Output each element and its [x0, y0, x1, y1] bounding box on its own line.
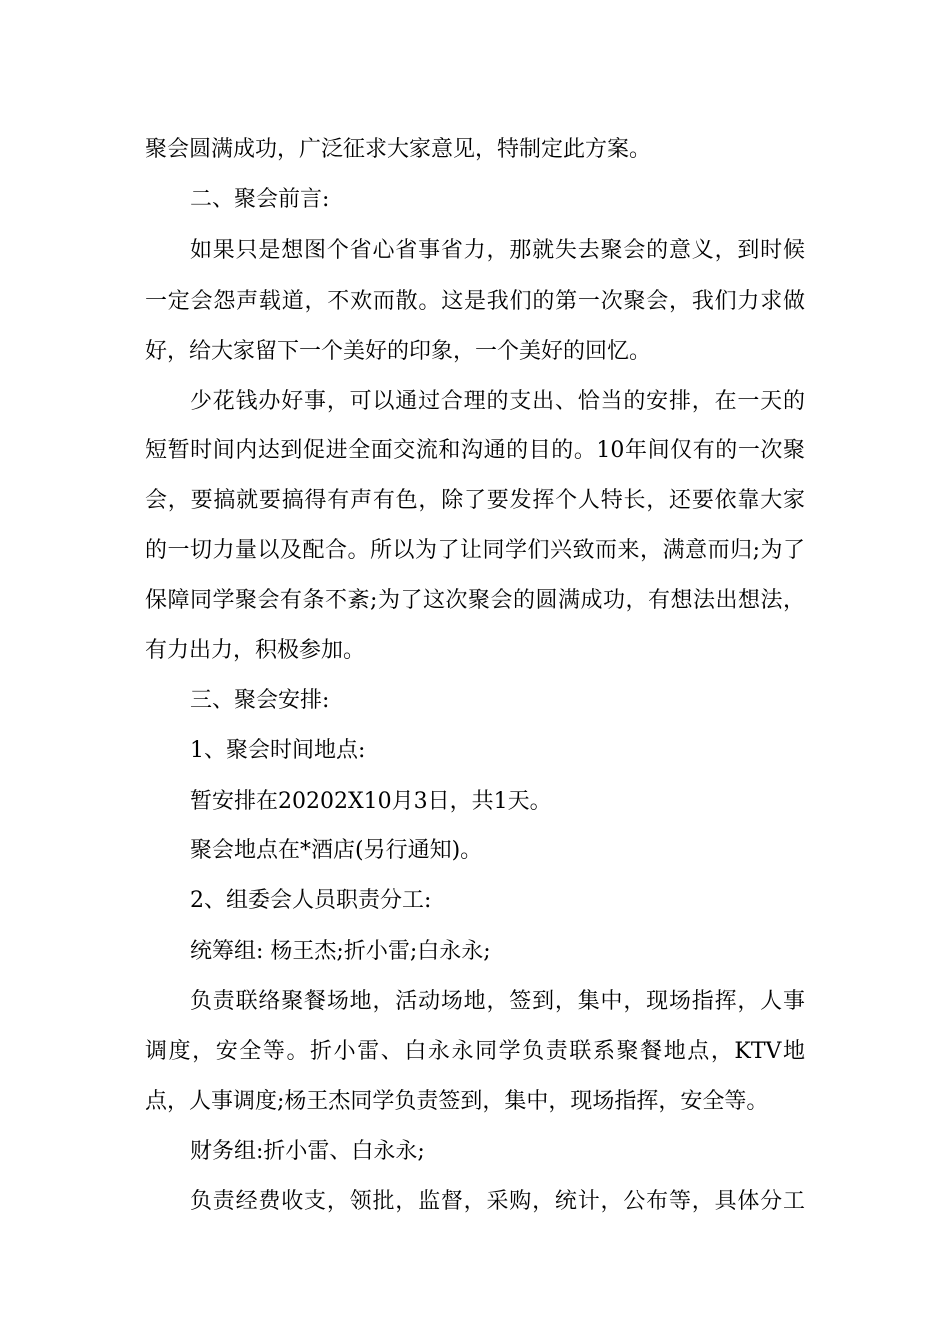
text-line: 调度，安全等。折小雷、白永永同学负责联系聚餐地点，KTV地 — [145, 1039, 805, 1064]
section-heading: 三、聚会安排: — [190, 688, 330, 713]
text-line: 的一切力量以及配合。所以为了让同学们兴致而来，满意而归;为了 — [145, 538, 805, 563]
subsection-heading: 2、组委会人员职责分工: — [190, 888, 432, 913]
text-line: 短暂时间内达到促进全面交流和沟通的目的。10年间仅有的一次聚 — [145, 438, 805, 463]
text-line: 好，给大家留下一个美好的印象，一个美好的回忆。 — [145, 339, 652, 364]
text-line: 聚会圆满成功，广泛征求大家意见，特制定此方案。 — [145, 137, 652, 162]
text-line: 负责联络聚餐场地，活动场地，签到，集中，现场指挥，人事 — [190, 989, 805, 1014]
text-line: 负责经费收支，领批，监督，采购，统计，公布等，具体分工 — [190, 1189, 805, 1214]
text-line: 有力出力，积极参加。 — [145, 638, 366, 663]
subsection-heading: 1、聚会时间地点: — [190, 738, 366, 763]
text-line: 一定会怨声载道，不欢而散。这是我们的第一次聚会，我们力求做 — [145, 289, 805, 314]
text-line: 保障同学聚会有条不紊;为了这次聚会的圆满成功，有想法出想法， — [145, 588, 805, 613]
text-line: 如果只是想图个省心省事省力，那就失去聚会的意义，到时候 — [190, 238, 805, 263]
section-heading: 二、聚会前言: — [190, 187, 330, 212]
text-line: 暂安排在20202X10月3日，共1天。 — [190, 789, 552, 814]
text-line: 点，人事调度;杨王杰同学负责签到，集中，现场指挥，安全等。 — [145, 1089, 769, 1114]
text-line: 统筹组: 杨王杰;折小雷;白永永; — [190, 939, 491, 964]
text-line: 少花钱办好事，可以通过合理的支出、恰当的安排，在一天的 — [190, 389, 805, 414]
text-line: 财务组:折小雷、白永永; — [190, 1139, 425, 1164]
text-line: 会，要搞就要搞得有声有色，除了要发挥个人特长，还要依靠大家 — [145, 488, 805, 513]
text-line: 聚会地点在*酒店(另行通知)。 — [190, 838, 483, 863]
